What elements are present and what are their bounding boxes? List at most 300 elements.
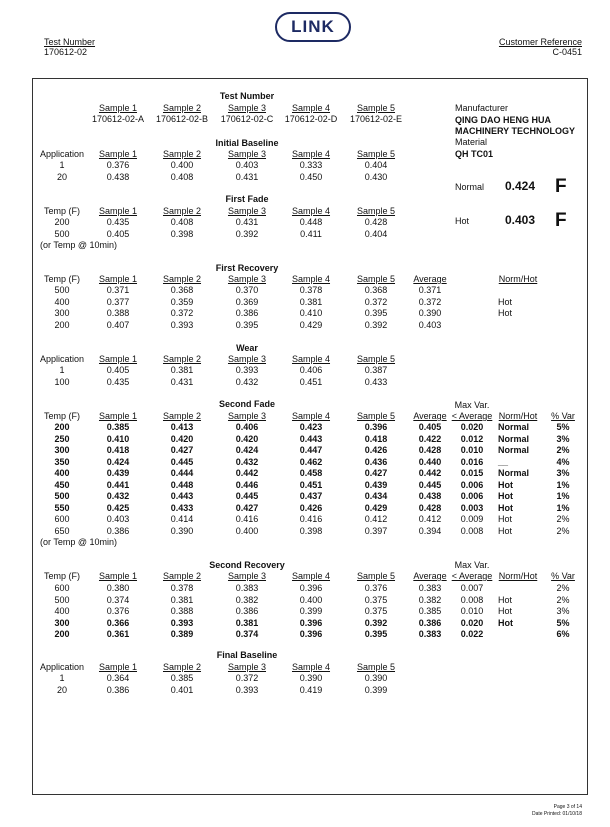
sample-value: 0.420 — [170, 433, 194, 444]
sample-column-header: Sample 5 — [356, 662, 396, 672]
sample-column-header: Sample 3 — [227, 662, 267, 672]
sample-value: 0.389 — [170, 629, 194, 639]
sample-column-header: Sample 3 — [227, 149, 267, 159]
sample-value: 0.443 — [170, 491, 194, 501]
percent-var-value: 2% — [556, 514, 570, 524]
percent-var-value: 1% — [556, 502, 570, 513]
sample-value: 0.403 — [106, 514, 130, 524]
row-key: 600 — [54, 583, 70, 593]
sample-value: 0.368 — [170, 285, 194, 295]
average-value: 0.445 — [418, 479, 442, 490]
sample-value: 0.390 — [170, 525, 194, 536]
sample-value: 0.431 — [235, 217, 259, 227]
customer-reference-label: Customer Reference — [498, 37, 582, 47]
max-var-value: 0.006 — [460, 479, 484, 490]
sample-value: 0.400 — [170, 160, 194, 170]
sample-value: 0.443 — [299, 433, 323, 444]
sample-id: 170612-02-C — [220, 114, 274, 124]
row-key-header: Temp (F) — [44, 411, 80, 421]
sample-value: 0.376 — [364, 583, 388, 593]
test-number-value: 170612-02 — [44, 47, 88, 57]
norm-hot-value: Hot — [498, 514, 513, 524]
hot-value: 0.403 — [505, 213, 536, 227]
section-title: Final Baseline — [216, 650, 278, 660]
percent-var-value: 2% — [556, 594, 570, 605]
sample-value: 0.416 — [299, 514, 323, 524]
row-key: 450 — [54, 479, 70, 490]
sample-value: 0.424 — [235, 445, 259, 455]
sample-header: Sample 2 — [162, 103, 202, 113]
norm-hot-value: Hot — [498, 525, 513, 536]
sample-value: 0.432 — [235, 456, 259, 467]
percent-var-value: 3% — [556, 606, 570, 616]
sample-value: 0.458 — [299, 468, 323, 478]
sample-value: 0.427 — [364, 468, 388, 478]
sample-column-header: Sample 1 — [98, 354, 138, 364]
sample-value: 0.442 — [235, 468, 259, 478]
sample-value: 0.419 — [299, 684, 323, 695]
row-key: 1 — [59, 365, 65, 375]
sample-value: 0.398 — [299, 525, 323, 536]
max-var-value: 0.016 — [460, 456, 484, 467]
norm-hot-header: Norm/Hot — [498, 571, 538, 581]
row-key-header: Temp (F) — [44, 206, 80, 216]
sample-value: 0.396 — [364, 422, 388, 432]
sample-value: 0.386 — [235, 308, 259, 318]
normal-label: Normal — [455, 182, 485, 192]
row-key: 200 — [54, 629, 70, 639]
sample-value: 0.418 — [364, 433, 388, 444]
row-key: 600 — [54, 514, 70, 524]
sample-value: 0.423 — [299, 422, 323, 432]
sample-value: 0.446 — [235, 479, 259, 490]
norm-hot-value: Hot — [498, 491, 513, 501]
sample-id: 170612-02-D — [284, 114, 338, 124]
row-key: 400 — [54, 468, 70, 478]
sample-value: 0.413 — [170, 422, 194, 432]
manufacturer-label: Manufacturer — [455, 103, 509, 113]
sample-value: 0.406 — [235, 422, 259, 432]
sample-value: 0.425 — [106, 502, 130, 513]
below-average-header: < Average — [451, 411, 493, 421]
sample-value: 0.405 — [106, 365, 130, 375]
norm-hot-value: Hot — [498, 479, 513, 490]
sample-id: 170612-02-E — [349, 114, 403, 124]
sample-value: 0.445 — [170, 456, 194, 467]
norm-hot-header: Norm/Hot — [498, 274, 538, 284]
average-value: 0.438 — [418, 491, 442, 501]
sample-value: 0.366 — [106, 617, 130, 628]
row-key: 500 — [54, 491, 70, 501]
sample-value: 0.432 — [106, 491, 130, 501]
sample-value: 0.429 — [364, 502, 388, 513]
sample-value: 0.380 — [106, 583, 130, 593]
max-var-value: 0.008 — [460, 594, 484, 605]
average-value: 0.383 — [418, 583, 442, 593]
sample-value: 0.433 — [170, 502, 194, 513]
norm-hot-value: Normal — [498, 468, 530, 478]
row-key-header: Application — [39, 354, 85, 364]
manufacturer-line2: MACHINERY TECHNOLOGY — [455, 126, 576, 136]
sample-value: 0.450 — [299, 171, 323, 182]
average-value: 0.428 — [418, 445, 442, 455]
norm-hot-value: Hot — [498, 594, 513, 605]
row-key: 500 — [54, 285, 70, 295]
sample-column-header: Sample 4 — [291, 571, 331, 581]
sample-value: 0.393 — [235, 684, 259, 695]
sample-column-header: Sample 4 — [291, 354, 331, 364]
sample-value: 0.435 — [106, 217, 130, 227]
temp-note: (or Temp @ 10min) — [40, 537, 117, 547]
sample-column-header: Sample 2 — [162, 571, 202, 581]
sample-value: 0.377 — [106, 296, 130, 307]
sample-value: 0.396 — [299, 583, 323, 593]
sample-value: 0.400 — [299, 594, 323, 605]
row-key: 200 — [54, 217, 70, 227]
average-value: 0.394 — [418, 525, 442, 536]
average-value: 0.390 — [418, 308, 442, 318]
sample-value: 0.444 — [170, 468, 194, 478]
average-value: 0.403 — [418, 319, 442, 330]
material-value: QH TC01 — [455, 149, 494, 159]
max-var-value: 0.015 — [460, 468, 484, 478]
sample-value: 0.393 — [170, 319, 194, 330]
sample-value: 0.386 — [106, 684, 130, 695]
sample-value: 0.410 — [299, 308, 323, 318]
sample-value: 0.375 — [364, 606, 388, 616]
average-header: Average — [413, 274, 447, 284]
sample-value: 0.381 — [170, 365, 194, 375]
sample-value: 0.392 — [235, 228, 259, 239]
row-key: 20 — [56, 684, 68, 695]
sample-value: 0.361 — [106, 629, 130, 639]
max-var-value: 0.012 — [460, 433, 484, 444]
percent-var-header: % Var — [551, 571, 575, 581]
row-key: 350 — [54, 456, 70, 467]
sample-value: 0.435 — [106, 376, 130, 387]
normal-grade: F — [555, 176, 567, 197]
sample-value: 0.430 — [364, 171, 388, 182]
row-key-header: Application — [39, 149, 85, 159]
sample-id: 170612-02-B — [155, 114, 209, 124]
norm-hot-value: Hot — [498, 617, 513, 628]
sample-value: 0.416 — [235, 514, 259, 524]
sample-value: 0.390 — [299, 673, 323, 683]
norm-hot-value: Normal — [498, 422, 530, 432]
sample-column-header: Sample 4 — [291, 149, 331, 159]
max-var-value: 0.006 — [460, 491, 484, 501]
sample-value: 0.388 — [106, 308, 130, 318]
max-var-value: 0.020 — [460, 617, 484, 628]
sample-value: 0.438 — [106, 171, 130, 182]
percent-var-value: 5% — [556, 422, 570, 432]
sample-column-header: Sample 2 — [162, 354, 202, 364]
sample-column-header: Sample 3 — [227, 274, 267, 284]
section-title: Wear — [236, 343, 258, 353]
test-number-label: Test Number — [44, 37, 96, 47]
average-header: Average — [413, 411, 447, 421]
sample-value: 0.437 — [299, 491, 323, 501]
sample-value: 0.399 — [299, 606, 323, 616]
sample-value: 0.395 — [235, 319, 259, 330]
sample-value: 0.383 — [235, 583, 259, 593]
average-value: 0.385 — [418, 606, 442, 616]
sample-value: 0.436 — [364, 456, 388, 467]
sample-column-header: Sample 2 — [162, 662, 202, 672]
sample-value: 0.441 — [106, 479, 130, 490]
sample-value: 0.333 — [299, 160, 323, 170]
row-key: 400 — [54, 296, 70, 307]
sample-value: 0.393 — [235, 365, 259, 375]
sample-value: 0.382 — [235, 594, 259, 605]
percent-var-value: 3% — [556, 433, 570, 444]
norm-hot-value: Hot — [498, 308, 513, 318]
section-title: First Fade — [225, 194, 269, 204]
sample-value: 0.403 — [235, 160, 259, 170]
sample-column-header: Sample 1 — [98, 206, 138, 216]
sample-value: 0.390 — [364, 673, 388, 683]
sample-value: 0.399 — [364, 684, 388, 695]
sample-value: 0.395 — [364, 629, 388, 639]
sample-value: 0.369 — [235, 296, 259, 307]
section-title: Second Recovery — [209, 560, 285, 570]
percent-var-value: 5% — [556, 617, 570, 628]
sample-value: 0.371 — [106, 285, 130, 295]
section-title: Second Fade — [218, 399, 276, 409]
sample-value: 0.420 — [235, 433, 259, 444]
sample-value: 0.387 — [364, 365, 388, 375]
average-value: 0.386 — [418, 617, 442, 628]
sample-value: 0.392 — [364, 319, 388, 330]
sample-value: 0.428 — [364, 217, 388, 227]
max-var-value: 0.003 — [460, 502, 484, 513]
page-number: Page 3 of 14 — [553, 804, 582, 810]
sample-value: 0.364 — [106, 673, 130, 683]
sample-value: 0.381 — [170, 594, 194, 605]
row-key: 650 — [54, 525, 70, 536]
sample-value: 0.407 — [106, 319, 130, 330]
sample-value: 0.424 — [106, 456, 130, 467]
row-key: 1 — [59, 673, 65, 683]
sample-column-header: Sample 2 — [162, 411, 202, 421]
sample-value: 0.397 — [364, 525, 388, 536]
row-key-header: Temp (F) — [44, 571, 80, 581]
sample-value: 0.396 — [299, 617, 323, 628]
section-title: Initial Baseline — [215, 138, 279, 148]
sample-value: 0.374 — [235, 629, 259, 639]
sample-value: 0.427 — [170, 445, 194, 455]
row-key: 100 — [54, 376, 70, 387]
sample-value: 0.408 — [170, 171, 194, 182]
sample-value: 0.433 — [364, 376, 388, 387]
average-value: 0.405 — [418, 422, 442, 432]
material-label: Material — [455, 137, 488, 147]
sample-value: 0.372 — [170, 308, 194, 318]
sample-value: 0.392 — [364, 617, 388, 628]
sample-column-header: Sample 1 — [98, 149, 138, 159]
row-key: 300 — [54, 445, 70, 455]
sample-column-header: Sample 5 — [356, 354, 396, 364]
section-title: First Recovery — [215, 263, 279, 273]
sample-header: Sample 3 — [227, 103, 267, 113]
sample-column-header: Sample 2 — [162, 149, 202, 159]
sample-column-header: Sample 4 — [291, 411, 331, 421]
link-logo: LINK — [275, 12, 351, 42]
percent-var-value: 1% — [556, 491, 570, 501]
sample-value: 0.429 — [299, 319, 323, 330]
sample-value: 0.374 — [106, 594, 130, 605]
row-key: 400 — [54, 606, 70, 616]
sample-value: 0.411 — [300, 228, 322, 239]
sample-value: 0.385 — [106, 422, 130, 432]
sample-value: 0.376 — [106, 606, 130, 616]
sample-column-header: Sample 2 — [162, 274, 202, 284]
sample-value: 0.426 — [299, 502, 323, 513]
sample-value: 0.378 — [170, 583, 194, 593]
sample-value: 0.426 — [364, 445, 388, 455]
row-key: 20 — [56, 171, 68, 182]
manufacturer-line1: QING DAO HENG HUA — [455, 115, 552, 125]
sample-value: 0.462 — [299, 456, 323, 467]
max-var-label: Max Var. — [454, 560, 490, 570]
sample-value: 0.439 — [106, 468, 130, 478]
sample-value: 0.375 — [364, 594, 388, 605]
sample-value: 0.385 — [170, 673, 194, 683]
sample-header: Sample 5 — [356, 103, 396, 113]
percent-var-value: 3% — [556, 468, 570, 478]
sample-column-header: Sample 1 — [98, 662, 138, 672]
row-key: 200 — [54, 319, 70, 330]
sample-value: 0.418 — [106, 445, 130, 455]
sample-value: 0.431 — [235, 171, 259, 182]
average-value: 0.422 — [418, 433, 442, 444]
average-value: 0.372 — [418, 296, 442, 307]
sample-value: 0.386 — [235, 606, 259, 616]
sample-column-header: Sample 3 — [227, 206, 267, 216]
max-var-value: 0.022 — [460, 629, 484, 639]
row-key: 300 — [54, 617, 70, 628]
sample-column-header: Sample 4 — [291, 206, 331, 216]
sample-column-header: Sample 5 — [356, 206, 396, 216]
top-test-number-title: Test Number — [219, 91, 275, 101]
average-value: 0.440 — [418, 456, 442, 467]
sample-value: 0.396 — [299, 629, 323, 639]
sample-value: 0.405 — [106, 228, 130, 239]
sample-value: 0.393 — [170, 617, 194, 628]
date-printed: Date Printed: 01/10/18 — [531, 811, 582, 817]
sample-value: 0.370 — [235, 285, 259, 295]
max-var-value: 0.007 — [460, 583, 484, 593]
sample-value: 0.412 — [364, 514, 388, 524]
sample-column-header: Sample 3 — [227, 571, 267, 581]
max-var-label: Max Var. — [454, 400, 490, 410]
row-key: 200 — [54, 422, 70, 432]
percent-var-value: 1% — [556, 479, 570, 490]
percent-var-value: 2% — [556, 445, 570, 455]
sample-column-header: Sample 3 — [227, 411, 267, 421]
sample-column-header: Sample 1 — [98, 571, 138, 581]
average-value: 0.383 — [418, 629, 442, 639]
sample-value: 0.404 — [364, 228, 388, 239]
sample-value: 0.447 — [299, 445, 323, 455]
percent-var-value: 4% — [556, 456, 570, 467]
sample-value: 0.432 — [235, 376, 259, 387]
max-var-value: 0.010 — [460, 606, 484, 616]
sample-value: 0.381 — [235, 617, 259, 628]
row-key: 550 — [54, 502, 70, 513]
norm-hot-value: Normal — [498, 445, 530, 455]
sample-value: 0.404 — [364, 160, 388, 170]
norm-hot-value: Normal — [498, 433, 530, 444]
sample-column-header: Sample 4 — [291, 662, 331, 672]
sample-value: 0.401 — [170, 684, 194, 695]
norm-hot-value: __ — [498, 456, 509, 467]
sample-value: 0.439 — [364, 479, 388, 490]
normal-value: 0.424 — [505, 179, 536, 193]
average-value: 0.442 — [418, 468, 442, 478]
sample-value: 0.448 — [170, 479, 194, 490]
temp-note: (or Temp @ 10min) — [40, 240, 117, 250]
sample-value: 0.359 — [170, 296, 194, 307]
percent-var-value: 2% — [556, 525, 570, 536]
average-value: 0.382 — [418, 594, 442, 605]
sample-value: 0.431 — [170, 376, 194, 387]
sample-value: 0.448 — [299, 217, 323, 227]
sample-column-header: Sample 2 — [162, 206, 202, 216]
max-var-value: 0.009 — [460, 514, 484, 524]
row-key: 1 — [59, 160, 65, 170]
max-var-value: 0.008 — [460, 525, 484, 536]
sample-value: 0.408 — [170, 217, 194, 227]
percent-var-value: 2% — [556, 583, 570, 593]
sample-column-header: Sample 4 — [291, 274, 331, 284]
sample-value: 0.406 — [299, 365, 323, 375]
percent-var-value: 6% — [556, 629, 570, 639]
row-key-header: Application — [39, 662, 85, 672]
sample-column-header: Sample 5 — [356, 571, 396, 581]
sample-column-header: Sample 1 — [98, 411, 138, 421]
hot-grade: F — [555, 210, 567, 231]
sample-value: 0.395 — [364, 308, 388, 318]
sample-value: 0.451 — [299, 479, 323, 490]
sample-value: 0.368 — [364, 285, 388, 295]
row-key-header: Temp (F) — [44, 274, 80, 284]
norm-hot-value: Hot — [498, 296, 513, 307]
sample-column-header: Sample 3 — [227, 354, 267, 364]
sample-column-header: Sample 5 — [356, 149, 396, 159]
sample-column-header: Sample 1 — [98, 274, 138, 284]
sample-value: 0.381 — [299, 296, 323, 307]
sample-value: 0.400 — [235, 525, 259, 536]
hot-label: Hot — [455, 216, 470, 226]
max-var-value: 0.010 — [460, 445, 484, 455]
sample-column-header: Sample 5 — [356, 274, 396, 284]
average-value: 0.412 — [418, 514, 442, 524]
row-key: 300 — [54, 308, 70, 318]
percent-var-header: % Var — [551, 411, 575, 421]
max-var-value: 0.020 — [460, 422, 484, 432]
sample-value: 0.388 — [170, 606, 194, 616]
sample-value: 0.378 — [299, 285, 323, 295]
average-header: Average — [413, 571, 447, 581]
sample-value: 0.410 — [106, 433, 130, 444]
norm-hot-header: Norm/Hot — [498, 411, 538, 421]
sample-value: 0.445 — [235, 491, 259, 501]
sample-value: 0.386 — [106, 525, 130, 536]
sample-value: 0.372 — [364, 296, 388, 307]
row-key: 500 — [54, 594, 70, 605]
row-key: 250 — [54, 433, 70, 444]
